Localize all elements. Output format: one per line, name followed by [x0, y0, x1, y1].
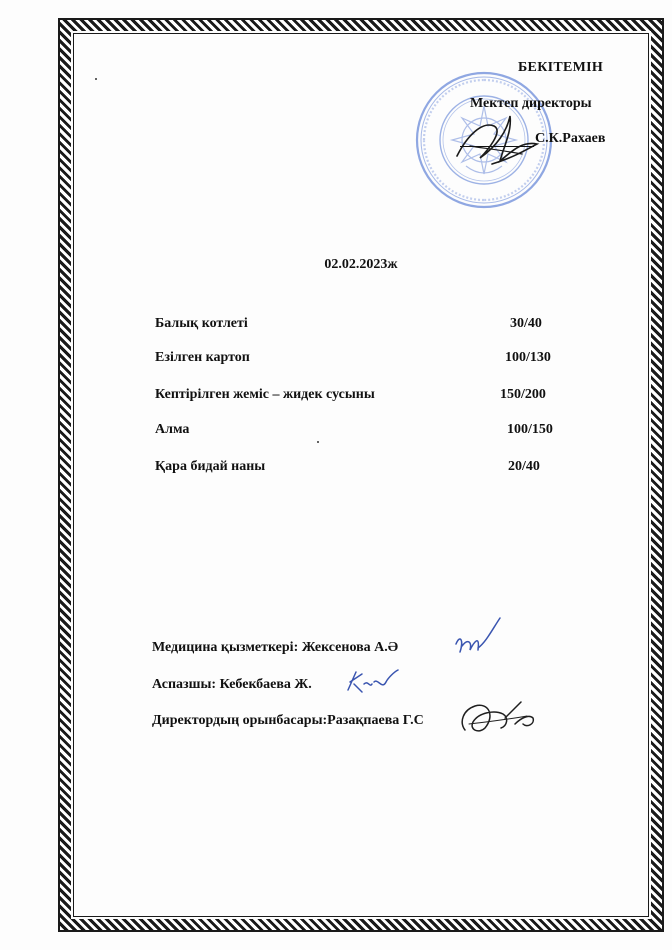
menu-item-name: Езілген картоп: [155, 350, 250, 365]
signature-underline: [460, 134, 534, 147]
director-name: С.К.Рахаев: [535, 131, 606, 146]
staff-deputy: Директордың орынбасары:Разақпаева Г.С: [152, 713, 424, 728]
menu-item-qty: 30/40: [510, 316, 542, 331]
medical-signature: [448, 612, 508, 662]
menu-item-name: Кептірілген жеміс – жидек сусыны: [155, 387, 375, 402]
staff-cook: Аспазшы: Кебекбаева Ж.: [152, 677, 312, 692]
speck: [95, 78, 97, 80]
deputy-signature: [455, 694, 550, 740]
cook-signature: [342, 664, 402, 700]
menu-item-qty: 150/200: [500, 387, 546, 402]
menu-item-name: Алма: [155, 422, 190, 437]
speck: [317, 441, 319, 443]
staff-medical: Медицина қызметкері: Жексенова А.Ә: [152, 640, 399, 655]
approval-title: БЕКІТЕМІН: [518, 60, 604, 75]
menu-item-qty: 20/40: [508, 459, 540, 474]
inner-border-line: [73, 33, 649, 917]
menu-item-name: Қара бидай наны: [155, 459, 266, 474]
director-sign-line: [460, 131, 605, 147]
menu-date: 02.02.2023ж: [324, 257, 398, 272]
menu-item-qty: 100/150: [507, 422, 553, 437]
director-position: Мектеп директоры: [470, 96, 592, 111]
menu-item-name: Балық котлеті: [155, 316, 248, 331]
menu-item-qty: 100/130: [505, 350, 551, 365]
